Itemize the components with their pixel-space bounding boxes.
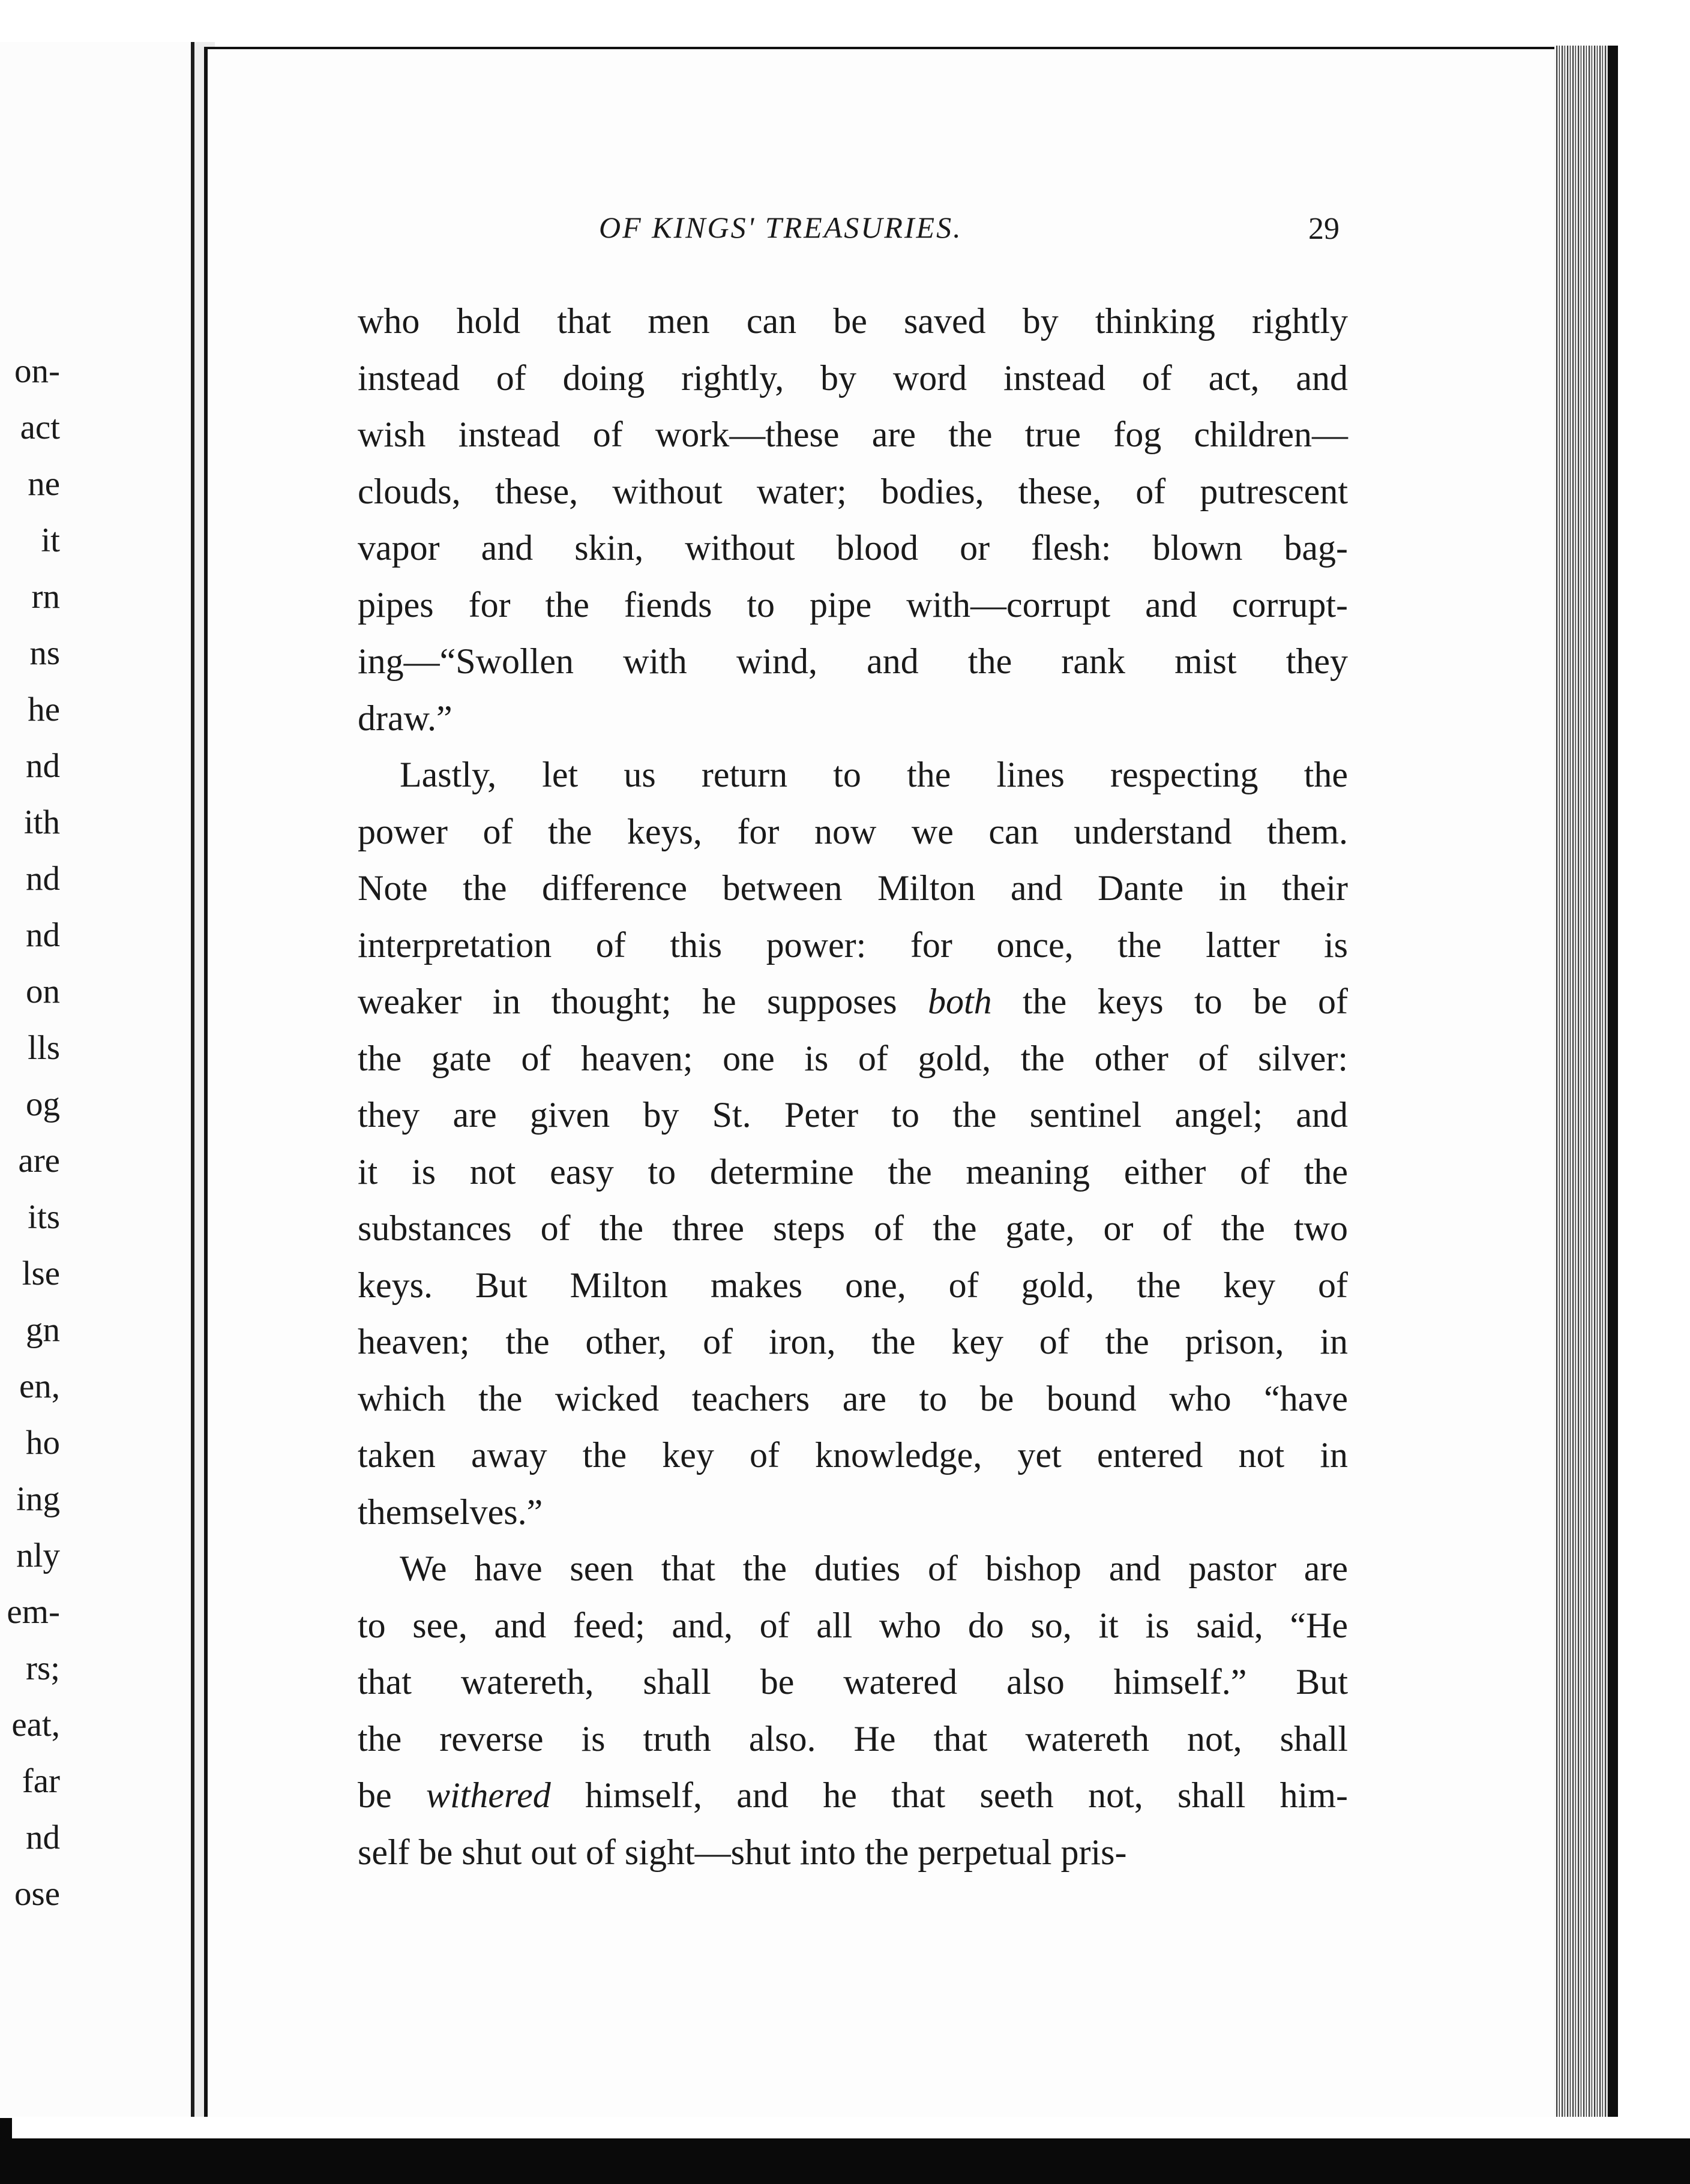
page-number: 29 [1308, 212, 1340, 246]
text-line: vapor and skin, without blood or flesh: blown bag- [358, 528, 1348, 568]
scan-bottom-edge [0, 2117, 1690, 2184]
text-line: that watereth, shall be watered also himself.” But [358, 1662, 1348, 1702]
scan-corner [0, 2118, 12, 2184]
left-fragment: en, [19, 1367, 60, 1405]
left-fragment: far [22, 1762, 60, 1800]
text-line: keys. But Milton makes one, of gold, the key of [358, 1265, 1348, 1305]
left-fragment: are [18, 1142, 60, 1180]
left-fragment: em- [7, 1593, 60, 1631]
text-line: it is not easy to determine the meaning either of the [358, 1151, 1348, 1192]
left-fragment: gn [26, 1311, 60, 1349]
text-line: Note the difference between Milton and Dante in their [358, 868, 1348, 908]
text-line: Lastly, let us return to the lines respecting the [400, 755, 1348, 794]
body-text [358, 293, 1348, 1880]
text-line: interpretation of this power: for once, the latter is [358, 925, 1348, 965]
left-fragment: on [26, 973, 60, 1010]
left-fragment: eat, [11, 1706, 60, 1744]
facing-page-left [0, 42, 200, 2118]
text-line: draw.” [358, 698, 453, 738]
text-line: they are given by St. Peter to the sentinel angel; and [358, 1095, 1348, 1135]
text-line: instead of doing rightly, by word instead of act, and [358, 358, 1348, 398]
left-fragment: it [41, 521, 60, 559]
left-fragment: ith [23, 803, 60, 841]
text-line [358, 973, 1348, 1030]
text-segment: himself, and he that seeth not, shall him- [550, 1775, 1348, 1815]
text-segment: be [358, 1775, 426, 1815]
left-fragment: ns [29, 634, 60, 672]
scan-top-margin [0, 0, 1690, 43]
text-line [358, 1767, 1348, 1824]
left-fragment: nly [16, 1537, 60, 1574]
left-fragment: ho [26, 1424, 60, 1462]
text-segment: the keys to be of [991, 982, 1348, 1021]
left-fragment: ne [28, 465, 60, 503]
left-fragment: on- [14, 352, 60, 390]
left-fragment: lse [22, 1255, 60, 1292]
left-fragment: rn [31, 578, 60, 616]
left-fragment: he [28, 691, 60, 728]
left-fragment: nd [26, 1819, 60, 1856]
text-line: ing—“Swollen with wind, and the rank mist they [358, 641, 1348, 681]
text-line: taken away the key of knowledge, yet entered not in [358, 1435, 1348, 1475]
left-fragment: ing [16, 1480, 60, 1518]
italic-word: withered [426, 1775, 551, 1815]
left-fragment: nd [26, 860, 60, 898]
text-line: self be shut out of sight—shut into the perpetual pris- [358, 1832, 1127, 1872]
left-fragment: act [20, 409, 60, 446]
left-fragment: nd [26, 747, 60, 785]
text-line: wish instead of work—these are the true fog children— [358, 415, 1348, 454]
text-line: the reverse is truth also. He that watereth not, shall [358, 1718, 1348, 1759]
text-line: who hold that men can be saved by thinking rightly [358, 301, 1348, 341]
text-line: heaven; the other, of iron, the key of the prison, in [358, 1322, 1348, 1361]
italic-word: both [927, 982, 992, 1021]
text-line: pipes for the fiends to pipe with—corrupt and corrupt- [358, 584, 1348, 625]
text-line: clouds, these, without water; bodies, these, of putrescent [358, 471, 1348, 511]
left-fragment: nd [26, 916, 60, 954]
text-line: the gate of heaven; one is of gold, the other of silver: [358, 1038, 1348, 1078]
left-page-text-fragments [0, 343, 60, 1922]
running-title: OF KINGS' TREASURIES. [599, 211, 963, 244]
text-line: power of the keys, for now we can understand them. [358, 811, 1348, 851]
text-line: substances of the three steps of the gate, or of the two [358, 1208, 1348, 1248]
text-segment: weaker in thought; he supposes [358, 982, 928, 1021]
text-line: themselves.” [358, 1492, 543, 1532]
left-fragment: its [28, 1198, 60, 1236]
page-edges [1554, 46, 1612, 2118]
left-fragment: lls [28, 1029, 60, 1067]
left-fragment: og [26, 1085, 60, 1123]
text-line: We have seen that the duties of bishop and pastor are [400, 1549, 1348, 1588]
text-line: which the wicked teachers are to be bound who “have [358, 1378, 1348, 1418]
left-fragment: ose [14, 1875, 60, 1913]
left-fragment: rs; [26, 1649, 60, 1687]
text-line: to see, and feed; and, of all who do so, it is said, “He [358, 1605, 1348, 1645]
